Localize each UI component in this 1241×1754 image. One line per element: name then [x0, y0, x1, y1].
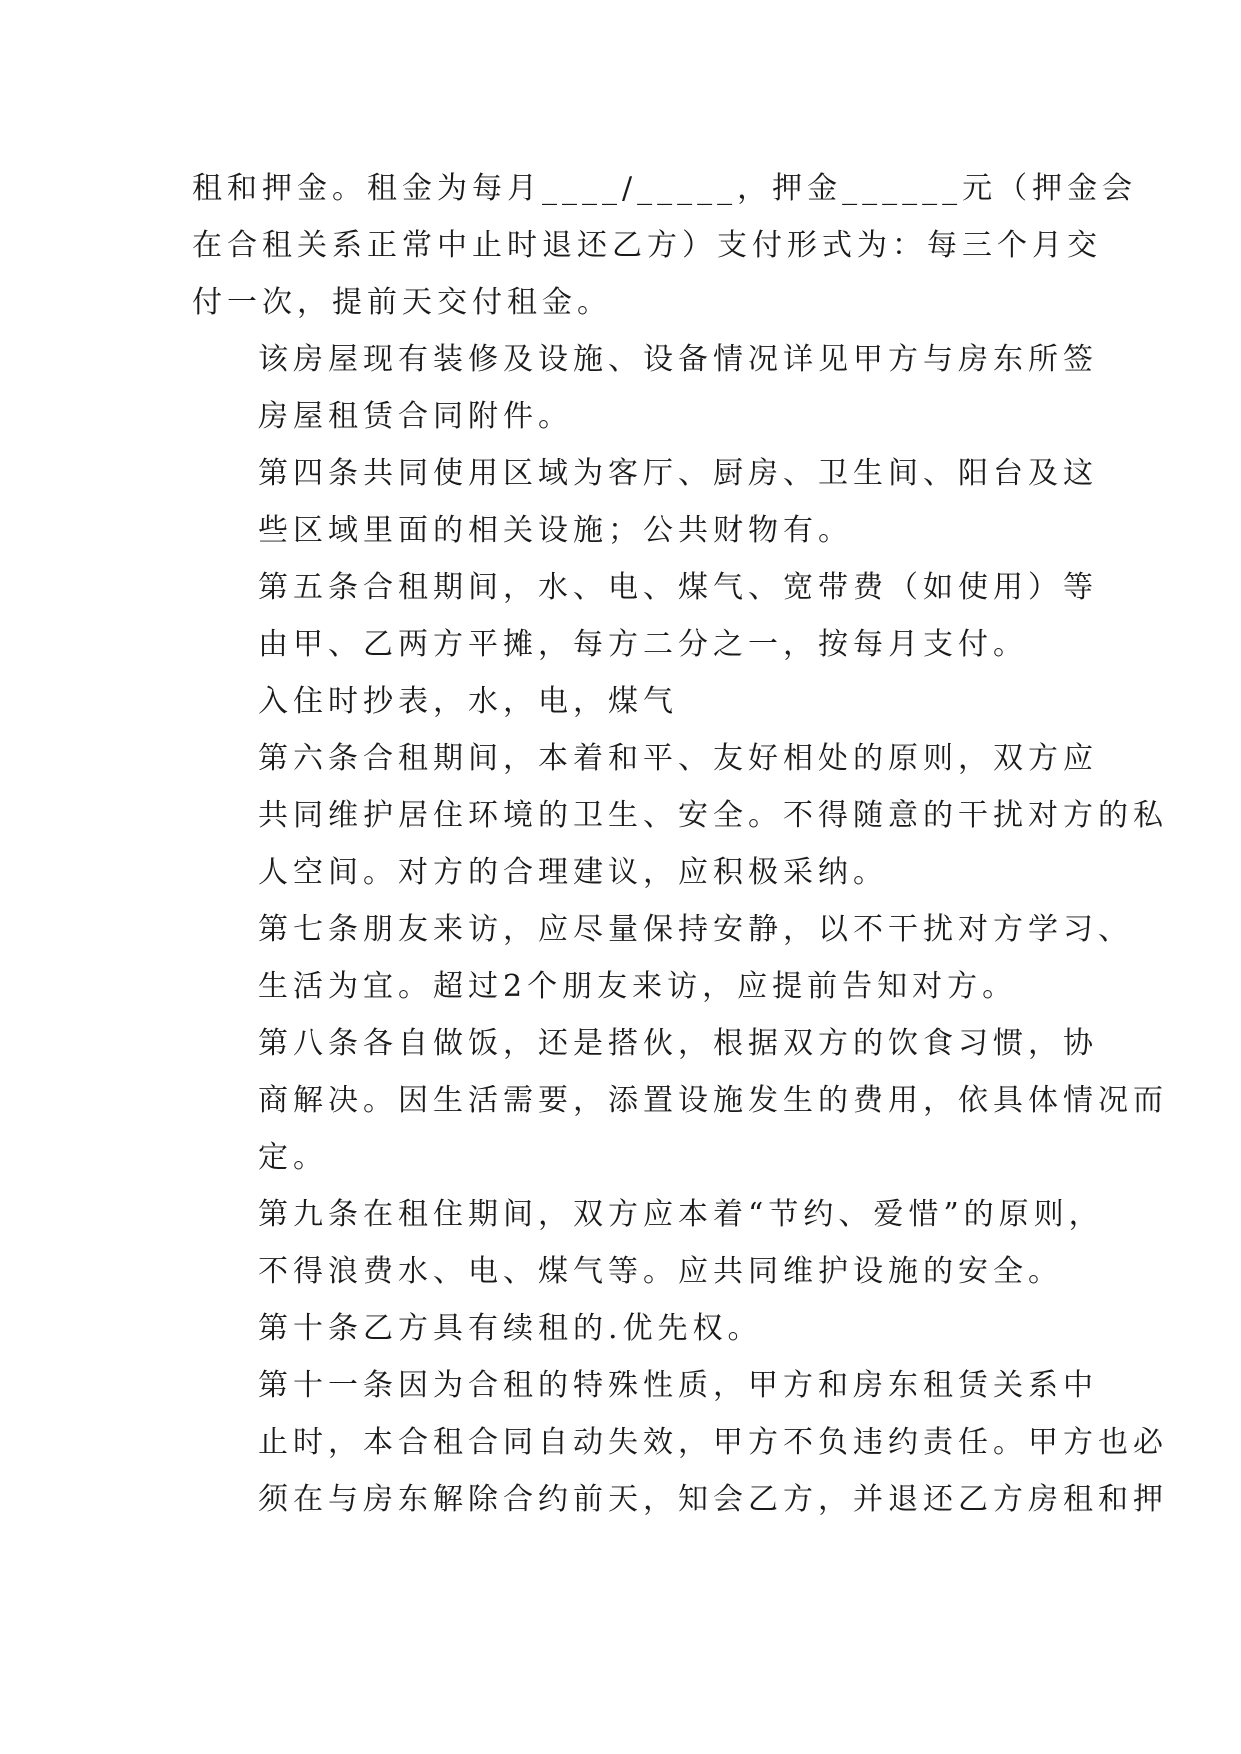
text-line: 定。 — [258, 1140, 328, 1175]
text-line: 共同维护居住环境的卫生、安全。不得随意的干扰对方的私 — [258, 798, 1168, 833]
text-line: 第六条合租期间，本着和平、友好相处的原则，双方应 — [258, 741, 1098, 776]
text-line: 第九条在租住期间，双方应本着“节约、爱惜”的原则， — [258, 1197, 1104, 1232]
paragraph — [192, 1357, 1168, 1528]
paragraph — [192, 730, 1168, 901]
paragraph — [192, 445, 1098, 559]
paragraph — [192, 160, 1138, 331]
text-line: 生活为宜。超过2个朋友来访，应提前告知对方。 — [258, 969, 1018, 1004]
text-line: 在合租关系正常中止时退还乙方）支付形式为：每三个月交 — [192, 228, 1102, 263]
paragraph — [192, 901, 1133, 1015]
text-line: 止时，本合租合同自动失效，甲方不负违约责任。甲方也必 — [258, 1425, 1168, 1460]
text-line: 房屋租赁合同附件。 — [258, 399, 573, 434]
text-line: 第十一条因为合租的特殊性质，甲方和房东租赁关系中 — [258, 1368, 1098, 1403]
paragraph — [192, 559, 1098, 673]
text-line: 入住时抄表，水，电，煤气 — [258, 684, 678, 719]
text-line: 不得浪费水、电、煤气等。应共同维护设施的安全。 — [258, 1254, 1063, 1289]
text-line: 须在与房东解除合约前天，知会乙方，并退还乙方房租和押 — [258, 1482, 1168, 1517]
text-line: 第八条各自做饭，还是搭伙，根据双方的饮食习惯，协 — [258, 1026, 1098, 1061]
paragraph — [192, 1300, 1058, 1357]
text-line: 由甲、乙两方平摊，每方二分之一，按每月支付。 — [258, 627, 1028, 662]
text-line: 第四条共同使用区域为客厅、厨房、卫生间、阳台及这 — [258, 456, 1098, 491]
text-line: 付一次，提前天交付租金。 — [192, 285, 612, 320]
paragraph — [192, 331, 1098, 445]
text-line: 租和押金。租金为每月____/_____，押金______元（押金会 — [192, 171, 1138, 206]
text-line: 第七条朋友来访，应尽量保持安静，以不干扰对方学习、 — [258, 912, 1133, 947]
text-line: 人空间。对方的合理建议，应积极采纳。 — [258, 855, 888, 890]
paragraph — [192, 1015, 1168, 1186]
text-line: 第五条合租期间，水、电、煤气、宽带费（如使用）等 — [258, 570, 1098, 605]
paragraph — [192, 1186, 1104, 1300]
text-line: 些区域里面的相关设施；公共财物有。 — [258, 513, 853, 548]
text-line: 第十条乙方具有续租的.优先权。 — [258, 1311, 763, 1346]
text-line: 该房屋现有装修及设施、设备情况详见甲方与房东所签 — [258, 342, 1098, 377]
paragraph — [192, 673, 1058, 730]
document-body — [192, 160, 1168, 1528]
text-line: 商解决。因生活需要，添置设施发生的费用，依具体情况而 — [258, 1083, 1168, 1118]
